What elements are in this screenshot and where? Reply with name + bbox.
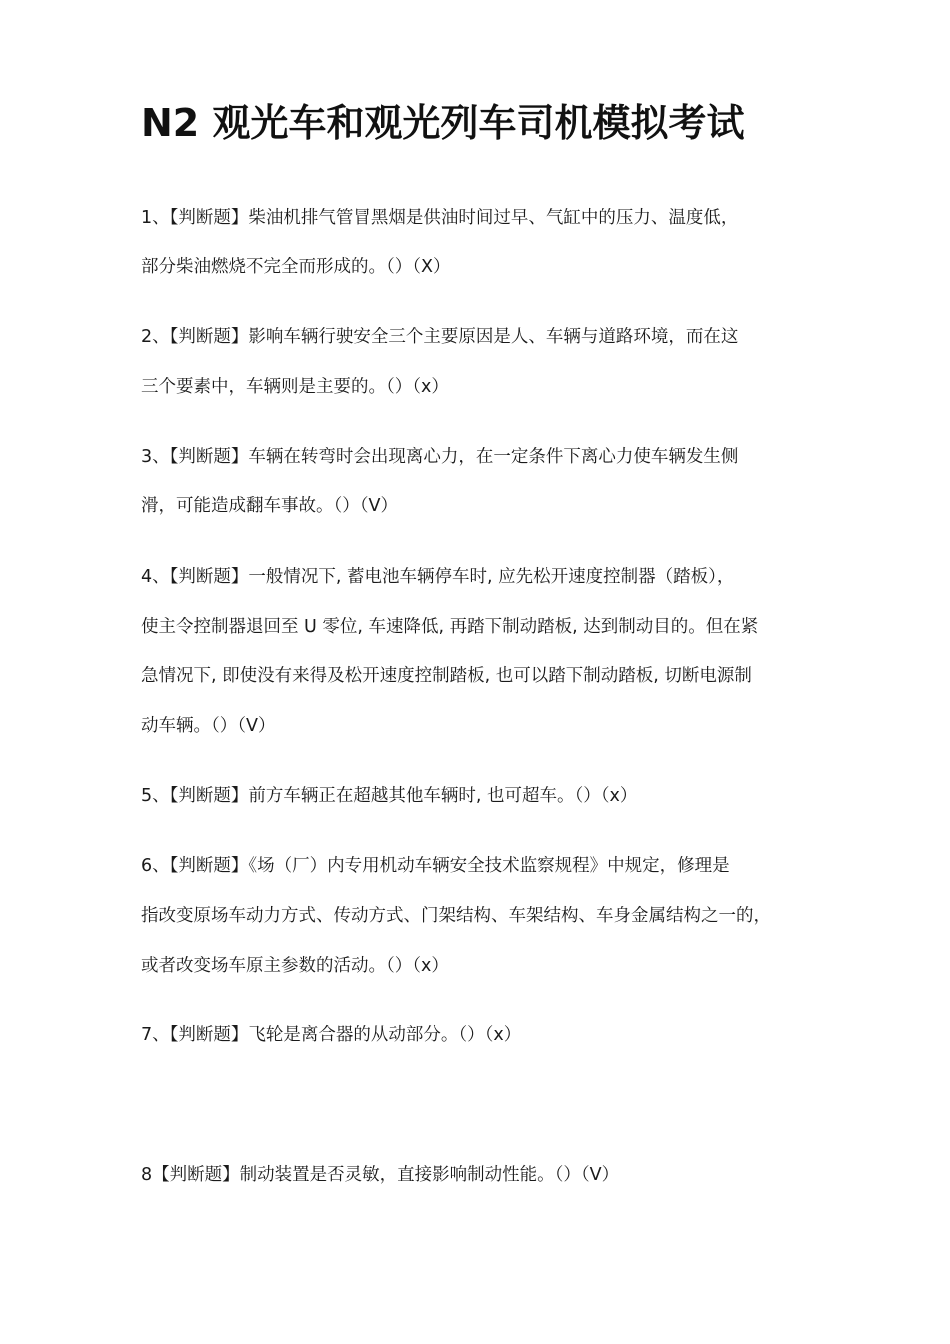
question-2-line-2: 三个要素中，车辆则是主要的。（）（x） — [141, 377, 449, 397]
question-3-line-2: 滑，可能造成翻车事故。（）（V） — [141, 496, 398, 516]
question-6-line-2: 指改变原场车动力方式、传动方式、门架结构、车架结构、车身金属结构之一的， — [141, 906, 771, 926]
question-4-line-3: 急情况下, 即使没有来得及松开速度控制踏板, 也可以踏下制动踏板, 切断电源制 — [141, 666, 752, 686]
question-6-line-1: 6、【判断题】《场（厂）内专用机动车辆安全技术监察规程》中规定，修理是 — [141, 856, 730, 876]
question-1-line-2: 部分柴油燃烧不完全而形成的。（）（X） — [141, 257, 451, 277]
question-5-line-1: 5、【判断题】前方车辆正在超越其他车辆时, 也可超车。（）（x） — [141, 786, 638, 806]
question-1-line-1: 1、【判断题】柴油机排气管冒黑烟是供油时间过早、气缸中的压力、温度低， — [141, 208, 739, 228]
question-7-line-1: 7、【判断题】飞轮是离合器的从动部分。（）（x） — [141, 1025, 522, 1045]
page-title: N2 观光车和观光列车司机模拟考试 — [141, 101, 745, 145]
question-6-line-3: 或者改变场车原主参数的活动。（）（x） — [141, 956, 449, 976]
question-3-line-1: 3、【判断题】车辆在转弯时会出现离心力，在一定条件下离心力使车辆发生侧 — [141, 447, 739, 467]
question-4-line-4: 动车辆。（）（V） — [141, 716, 276, 736]
question-8-line-1: 8【判断题】制动装置是否灵敏，直接影响制动性能。（）（V） — [141, 1165, 620, 1185]
question-2-line-1: 2、【判断题】影响车辆行驶安全三个主要原因是人、车辆与道路环境，而在这 — [141, 327, 739, 347]
question-4-line-1: 4、【判断题】一般情况下, 蓄电池车辆停车时, 应先松开速度控制器（踏板）， — [141, 567, 735, 587]
question-4-line-2: 使主令控制器退回至 U 零位, 车速降低, 再踏下制动踏板, 达到制动目的。但在紧 — [141, 617, 759, 637]
